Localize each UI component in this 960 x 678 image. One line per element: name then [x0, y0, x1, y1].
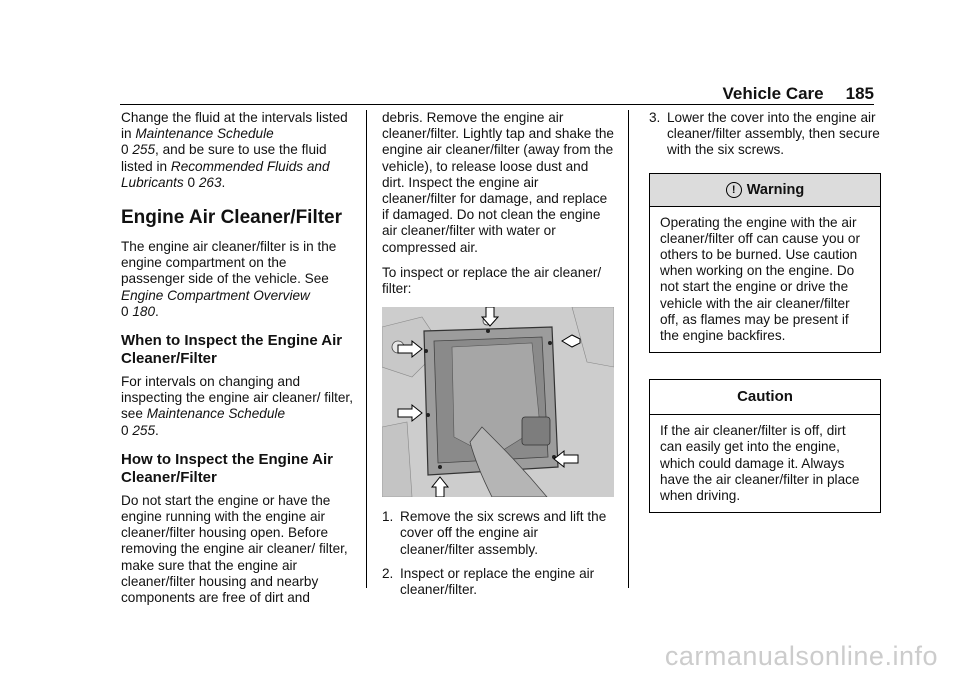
procedure-steps-cont — [649, 110, 881, 159]
column-divider-1 — [366, 110, 367, 588]
air-cleaner-illustration — [382, 307, 614, 497]
page-number: 185 — [845, 84, 874, 103]
page-ref-link[interactable]: 263 — [198, 174, 222, 190]
cross-reference[interactable]: Engine Compartment Overview — [121, 287, 310, 303]
interval-paragraph — [121, 374, 353, 439]
warning-text: Operating the engine with the air cleaner/filter off can cause you or others to be burned. Use caution when working on the engine. Do not start the engine or drive the vehicle with the air cleaner/filter off, as flames may be present if the engine backfires. — [660, 214, 860, 344]
subsection-heading: How to Inspect the Engine Air Cleaner/Filter — [121, 450, 333, 486]
procedure-intro: To inspect or replace the air cleaner/ filter: — [382, 264, 602, 297]
subsection-heading: When to Inspect the Engine Air Cleaner/Filter — [121, 332, 343, 368]
paragraph-text: . — [155, 303, 159, 319]
page-ref-link[interactable]: 255 — [132, 142, 156, 158]
step-number: 1. — [382, 509, 394, 525]
section-heading: Engine Air Cleaner/Filter — [121, 207, 343, 229]
fluid-interval-paragraph — [121, 110, 353, 191]
caution-title: Caution — [650, 380, 880, 415]
caution-text: If the air cleaner/filter is off, dirt can easily get into the engine, which could damage it. Always have the air cleaner/filter in place when driving. — [660, 423, 860, 504]
page-ref-symbol: 0 — [187, 174, 196, 190]
cross-reference[interactable]: Maintenance Schedule — [146, 406, 286, 422]
warning-header — [650, 174, 880, 207]
cross-reference[interactable]: Recommended Fluids and Lubricants — [121, 158, 330, 190]
procedure-step — [382, 509, 614, 558]
paragraph-text: Change the fluid at the intervals listed in — [121, 110, 348, 142]
procedure-step — [382, 566, 614, 598]
inspection-paragraph-cont: debris. Remove the engine air cleaner/filter. Lightly tap and shake the engine air cleaner/filter (away from the vehicle), to release loose dust and dirt. Inspect the engine air cleaner/filter for damage, and replace if damaged. Do not clean the engine air cleaner/filter with water or compressed air. — [382, 110, 614, 255]
column-1 — [121, 110, 353, 615]
caution-box — [649, 379, 881, 513]
paragraph-text: For intervals on changing and inspecting the engine air cleaner/ filter, see — [121, 374, 353, 422]
paragraph-text: . — [221, 174, 226, 190]
warning-box — [649, 173, 881, 354]
procedure-steps — [382, 509, 614, 598]
step-text: Inspect or replace the engine air cleaner/filter. — [400, 565, 595, 598]
paragraph-text: , and be sure to use the fluid listed in — [121, 142, 327, 174]
paragraph-text: . — [155, 422, 159, 438]
column-2 — [382, 110, 614, 606]
location-paragraph — [121, 239, 353, 320]
procedure-step — [649, 110, 881, 159]
inspection-paragraph: Do not start the engine or have the engine running with the engine air cleaner/filter housing open. Before removing the engine air cleaner/ filter, make sure that the engine air cleaner/filter housing and nearby components are free of dirt and — [121, 492, 348, 606]
step-number: 3. — [649, 110, 661, 125]
page-ref-symbol: 0 — [121, 142, 129, 158]
cross-reference[interactable]: Maintenance Schedule — [135, 126, 274, 142]
warning-title: Warning — [746, 181, 805, 198]
page-ref-link[interactable]: 180 — [132, 303, 156, 319]
section-title: Vehicle Care — [722, 84, 824, 103]
step-number: 2. — [382, 565, 394, 581]
column-3 — [649, 110, 881, 513]
page-ref-link[interactable]: 255 — [132, 422, 156, 438]
page-ref-symbol: 0 — [121, 422, 129, 438]
warning-icon: ! — [726, 182, 742, 198]
column-divider-2 — [628, 110, 629, 588]
watermark: carmanualsonline.info — [664, 641, 938, 671]
page-ref-symbol: 0 — [121, 303, 129, 319]
step-text: Remove the six screws and lift the cover off the engine air cleaner/filter assembly. — [400, 509, 607, 557]
step-text: Lower the cover into the engine air cleaner/filter assembly, then secure with the six screws. — [667, 110, 880, 158]
running-header — [723, 84, 875, 104]
paragraph-text: The engine air cleaner/filter is in the engine compartment on the passenger side of the vehicle. See — [121, 239, 337, 287]
header-rule — [120, 104, 874, 105]
